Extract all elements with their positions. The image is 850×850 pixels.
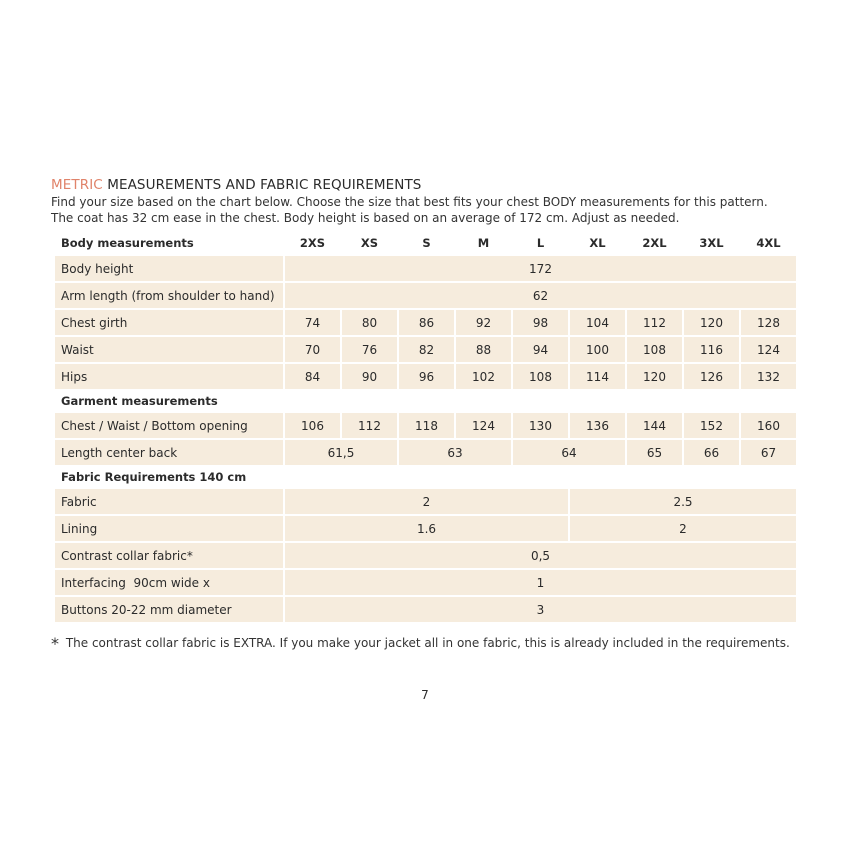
table-cell: 0,5 bbox=[285, 543, 796, 568]
size-header: 2XS bbox=[299, 236, 326, 250]
size-header: L bbox=[536, 236, 545, 250]
table-cell: 132 bbox=[741, 364, 796, 389]
table-row bbox=[55, 256, 796, 281]
table-cell: 124 bbox=[456, 413, 511, 438]
table-cell: 2 bbox=[285, 489, 568, 514]
garment-measurements-header: Garment measurements bbox=[61, 394, 218, 408]
table-row bbox=[55, 337, 796, 362]
table-cell: 66 bbox=[684, 440, 739, 465]
size-header: M bbox=[477, 236, 490, 250]
table-cell: 94 bbox=[513, 337, 568, 362]
row-label: Buttons 20-22 mm diameter bbox=[55, 597, 283, 622]
table-cell: 160 bbox=[741, 413, 796, 438]
section-title bbox=[51, 176, 801, 194]
table-cell: 74 bbox=[285, 310, 340, 335]
fabric-requirements-header: Fabric Requirements 140 cm bbox=[61, 470, 247, 484]
size-header: XS bbox=[360, 236, 379, 250]
table-cell: 152 bbox=[684, 413, 739, 438]
row-label: Arm length (from shoulder to hand) bbox=[55, 283, 283, 308]
table-cell: 108 bbox=[627, 337, 682, 362]
table-cell: 64 bbox=[513, 440, 625, 465]
row-label: Chest / Waist / Bottom opening bbox=[55, 413, 283, 438]
table-cell: 92 bbox=[456, 310, 511, 335]
table-cell: 112 bbox=[627, 310, 682, 335]
table-cell: 100 bbox=[570, 337, 625, 362]
row-label: Fabric bbox=[55, 489, 283, 514]
table-row bbox=[55, 364, 796, 389]
table-cell: 108 bbox=[513, 364, 568, 389]
table-cell: 102 bbox=[456, 364, 511, 389]
table-cell: 104 bbox=[570, 310, 625, 335]
table-row bbox=[55, 597, 796, 622]
table-cell: 172 bbox=[285, 256, 796, 281]
header-row bbox=[55, 232, 796, 254]
table-cell: 130 bbox=[513, 413, 568, 438]
table-cell: 90 bbox=[342, 364, 397, 389]
intro-line-1: Find your size based on the chart below. Choose the size that best fits your chest BODY measurements for this pattern. bbox=[51, 195, 768, 209]
table-cell: 1 bbox=[285, 570, 796, 595]
table-cell: 61,5 bbox=[285, 440, 397, 465]
row-label: Body height bbox=[55, 256, 283, 281]
row-label: Contrast collar fabric* bbox=[55, 543, 283, 568]
intro-line-2: The coat has 32 cm ease in the chest. Body height is based on an average of 172 cm. Adjust as needed. bbox=[51, 211, 680, 225]
size-header: 2XL bbox=[642, 236, 667, 250]
table-cell: 136 bbox=[570, 413, 625, 438]
footnote bbox=[51, 634, 801, 653]
row-label: Hips bbox=[55, 364, 283, 389]
table-cell: 112 bbox=[342, 413, 397, 438]
table-cell: 96 bbox=[399, 364, 454, 389]
footnote-star: * bbox=[51, 634, 59, 653]
table-cell: 118 bbox=[399, 413, 454, 438]
table-cell: 82 bbox=[399, 337, 454, 362]
table-cell: 124 bbox=[741, 337, 796, 362]
table-row bbox=[55, 516, 796, 541]
size-header: S bbox=[422, 236, 431, 250]
row-label: Interfacing 90cm wide x bbox=[55, 570, 283, 595]
size-header: XL bbox=[589, 236, 606, 250]
table-cell: 1.6 bbox=[285, 516, 568, 541]
table-cell: 98 bbox=[513, 310, 568, 335]
table-cell: 80 bbox=[342, 310, 397, 335]
table-cell: 126 bbox=[684, 364, 739, 389]
table-row bbox=[55, 570, 796, 595]
table-cell: 3 bbox=[285, 597, 796, 622]
page-number: 7 bbox=[421, 688, 429, 702]
table-cell: 88 bbox=[456, 337, 511, 362]
table-cell: 70 bbox=[285, 337, 340, 362]
table-cell: 2 bbox=[570, 516, 796, 541]
table-cell: 120 bbox=[684, 310, 739, 335]
table-cell: 84 bbox=[285, 364, 340, 389]
table-row bbox=[55, 543, 796, 568]
row-label: Length center back bbox=[55, 440, 283, 465]
table-cell: 128 bbox=[741, 310, 796, 335]
table-cell: 114 bbox=[570, 364, 625, 389]
table-row bbox=[55, 310, 796, 335]
table-cell: 144 bbox=[627, 413, 682, 438]
body-measurements-header: Body measurements bbox=[61, 236, 194, 250]
table-cell: 120 bbox=[627, 364, 682, 389]
table-cell: 2.5 bbox=[570, 489, 796, 514]
table-row bbox=[55, 489, 796, 514]
size-header: 4XL bbox=[756, 236, 781, 250]
title-rest: MEASUREMENTS AND FABRIC REQUIREMENTS bbox=[102, 177, 422, 193]
table-cell: 106 bbox=[285, 413, 340, 438]
size-chart-section bbox=[51, 176, 801, 653]
size-header: 3XL bbox=[699, 236, 724, 250]
section-row bbox=[55, 391, 796, 411]
row-label: Lining bbox=[55, 516, 283, 541]
table-cell: 86 bbox=[399, 310, 454, 335]
table-cell: 67 bbox=[741, 440, 796, 465]
title-accent: METRIC bbox=[51, 177, 103, 193]
measurement-table bbox=[53, 230, 798, 624]
table-row bbox=[55, 283, 796, 308]
table-row bbox=[55, 413, 796, 438]
footnote-text: The contrast collar fabric is EXTRA. If you make your jacket all in one fabric, this is already included in the requirements. bbox=[65, 636, 790, 650]
table-cell: 65 bbox=[627, 440, 682, 465]
table-cell: 63 bbox=[399, 440, 511, 465]
table-cell: 116 bbox=[684, 337, 739, 362]
table-row bbox=[55, 440, 796, 465]
table-cell: 62 bbox=[285, 283, 796, 308]
table-cell: 76 bbox=[342, 337, 397, 362]
section-row bbox=[55, 467, 796, 487]
row-label: Chest girth bbox=[55, 310, 283, 335]
row-label: Waist bbox=[55, 337, 283, 362]
